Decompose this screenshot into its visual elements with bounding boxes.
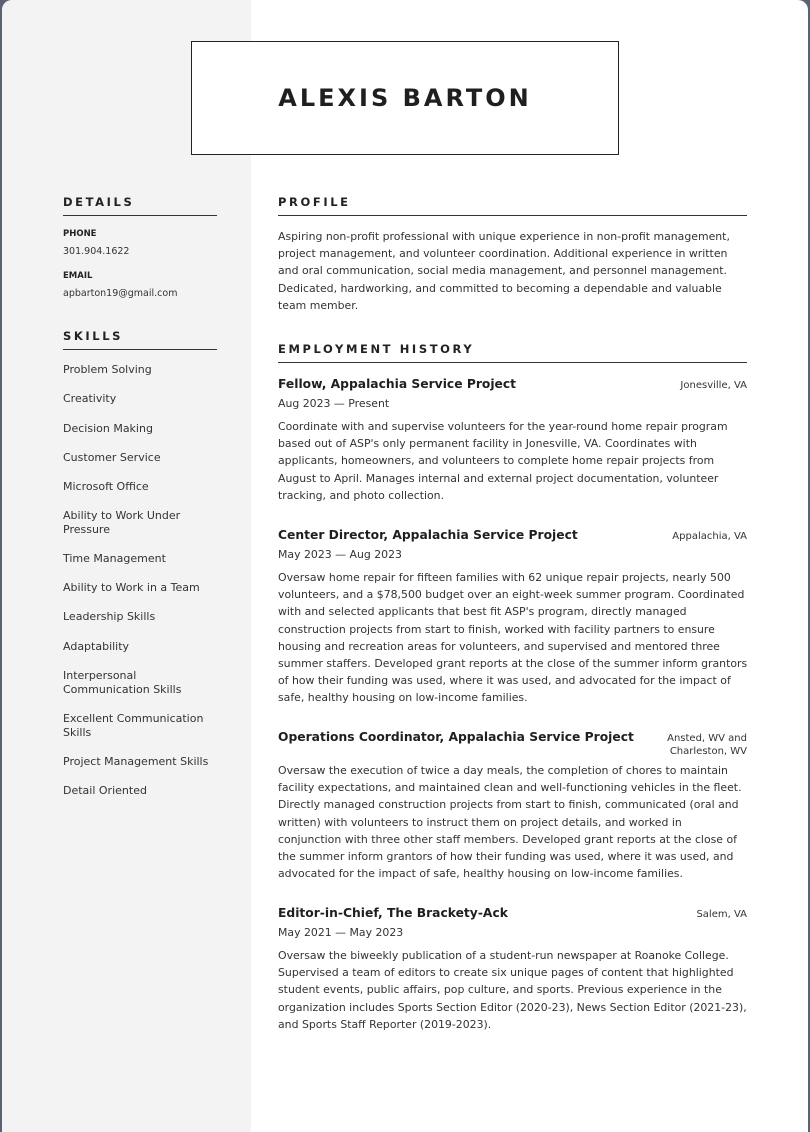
resume-page [2,0,808,1132]
email-label: EMAIL [63,271,93,281]
phone-value: 301.904.1622 [63,246,130,257]
skill-item: Adaptability [63,640,130,653]
skill-item: Time Management [63,552,166,565]
job-description: Coordinate with and supervise volunteers for the year-round home repair program based out of ASP's only permanent facility in Jonesville, VA. Coordinates with applicants, homeowners, and volunteers to complete home repair projects from August to April. Manages internal and external project documentation, volunteer tracking, and photo collection. [278,420,728,502]
name-header-box [191,41,619,155]
details-heading: DETAILS [63,195,217,216]
skill-item: Project Management Skills [63,755,209,768]
candidate-name: ALEXIS BARTON [278,84,532,112]
job-dates: May 2021 — May 2023 [278,926,404,939]
job-location: Jonesville, VA [680,380,747,391]
skill-item: Ability to Work Under Pressure [63,509,181,536]
job-location: Salem, VA [696,909,747,920]
skills-heading: SKILLS [63,329,217,350]
skill-item: Excellent Communication Skills [63,712,204,739]
job-description: Oversaw the execution of twice a day meals, the completion of chores to maintain facility expectations, and maintained clean and well-functioning vehicles in the fleet. Directly managed construction projects from start to finish, communicated (oral and written) with volunteers to instruct them on project details, and worked in conjunction with three other staff members. Developed grant reports at the close of the summer inform grantors of how their funding was used, where it was used, and advocated for the impact of safe, healthy housing on low-income families. [278,764,742,881]
job-dates: Aug 2023 — Present [278,397,390,410]
skill-item: Interpersonal Communication Skills [63,669,182,696]
skill-item: Decision Making [63,422,153,435]
skill-item: Creativity [63,392,117,405]
employment-heading: EMPLOYMENT HISTORY [278,342,747,363]
job-title: Operations Coordinator, Appalachia Service Project [278,730,634,744]
job-description: Oversaw home repair for fifteen families with 62 unique repair projects, nearly 500 volunteers, and a $78,500 budget over an eight-week summer program. Coordinated with and selected applicants that best fit ASP's program, directly managed construction projects from start to finish, worked with facility partners to ensure housing and recreation areas for volunteers, and supervised and mentored three summer staffers. Developed grant reports at the close of the summer inform grantors of how their funding was used, where it was used, and advocated for the impact of safe, healthy housing on low-income families. [278,571,748,705]
phone-label: PHONE [63,229,97,239]
skill-item: Leadership Skills [63,610,156,623]
sidebar [2,0,251,1132]
skill-item: Microsoft Office [63,480,149,493]
job-location: Appalachia, VA [672,531,747,542]
job-description: Oversaw the biweekly publication of a student-run newspaper at Roanoke College. Supervised a team of editors to create six unique pages of content that highlighted student events, public affairs, pop culture, and sports. Previous experience in the organization includes Sports Section Editor (2020-23), News Section Editor (2021-23), and Sports Staff Reporter (2019-2023). [278,949,747,1031]
job-location-line: Charleston, WV [669,746,747,757]
job-title: Center Director, Appalachia Service Project [278,528,578,542]
skill-item: Problem Solving [63,363,152,376]
skill-item: Customer Service [63,451,161,464]
profile-text: Aspiring non-profit professional with unique experience in non-profit management, project management, and volunteer coordination. Additional experience in written and oral communication, social media management, and personnel management. Dedicated, hardworking, and committed to becoming a dependable and valuable team member. [278,230,730,312]
skill-item: Detail Oriented [63,784,147,797]
job-dates: May 2023 — Aug 2023 [278,548,402,561]
job-location [667,732,747,758]
job-location-line: Ansted, WV and [667,733,747,744]
job-title: Fellow, Appalachia Service Project [278,377,517,391]
skill-item: Ability to Work in a Team [63,581,200,594]
email-value: apbarton19@gmail.com [63,288,178,299]
profile-heading: PROFILE [278,195,747,216]
job-title: Editor-in-Chief, The Brackety-Ack [278,906,508,920]
